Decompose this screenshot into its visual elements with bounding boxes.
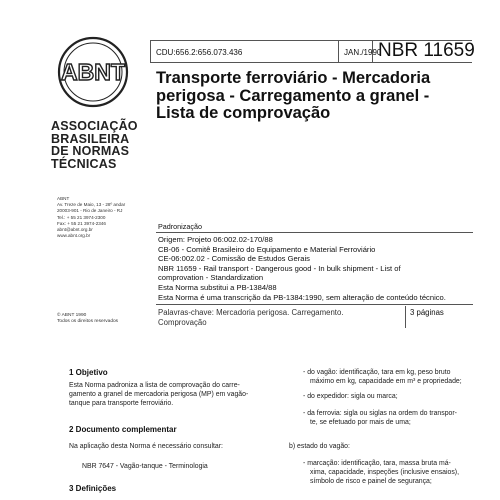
section-paragraph [69, 442, 223, 451]
paragraph-line: xima, capacidade, inspeções (inclusive ensaios), [310, 469, 459, 476]
address-line: Fax: + 55 21 3974-2346 [57, 220, 106, 226]
info-line: NBR 11659 - Rail transport - Dangerous good - In bulk shipment - List of [158, 263, 401, 273]
title-line: Lista de comprovação [156, 104, 331, 122]
logo-text: ABNT [61, 59, 125, 85]
paragraph-line: gamento a granel de mercadoria perigosa (MP) em vagão- [69, 391, 249, 398]
address-line: ABNT [57, 196, 70, 201]
organization-name [51, 120, 146, 170]
keywords-line: Comprovação [158, 318, 207, 327]
pages-divider [405, 306, 406, 328]
org-name-line: DE NORMAS [51, 144, 130, 158]
org-name-line: ASSOCIAÇÃO [51, 119, 138, 133]
paragraph-line: Na aplicação desta Norma é necessário consultar: [69, 443, 223, 450]
paragraph-line: máximo em kg, capacidade em m³ e propriedade; [310, 378, 462, 385]
paragraph-line: te, se efetuado por mais de uma; [310, 419, 411, 426]
address-line: 20003-901 - Rio de Janeiro - RJ [57, 208, 123, 214]
info-line: comprovation - Standardization [158, 273, 264, 283]
paragraph-line: - marcação: identificação, tara, massa bruta má- [303, 460, 451, 467]
section-label: Padronização [158, 222, 202, 231]
copyright-line: © ABNT 1990 [57, 313, 87, 318]
paragraph-line: - da ferrovia: sigla ou siglas na ordem do transpor- [303, 410, 457, 417]
org-name-line: TÉCNICAS [51, 156, 117, 171]
reference-item [82, 462, 208, 471]
document-title [156, 70, 472, 123]
page-count: 3 páginas [410, 308, 444, 317]
org-name-line: BRASILEIRA [51, 131, 130, 146]
section-heading: 2 Documento complementar [69, 425, 177, 434]
list-item [303, 409, 457, 427]
standard-info [158, 235, 473, 302]
paragraph-line: símbolo de risco e painel de segurança; [310, 478, 432, 485]
header-divider [338, 40, 339, 62]
copyright-line: Todos os direitos reservados [57, 319, 119, 325]
section-heading: 1 Objetivo [69, 368, 108, 377]
paragraph-line: NBR 7647 - Vagão-tanque - Terminologia [82, 463, 208, 470]
website-link[interactable]: www.abnt.org.br [57, 233, 91, 239]
info-bottom-rule [156, 304, 473, 305]
header-left-border [150, 40, 151, 62]
info-line: CB-06 - Comitê Brasileiro do Equipamento e Material Ferroviário [158, 244, 376, 254]
header-bottom-rule [150, 62, 472, 63]
standard-code: NBR 11659 [378, 40, 475, 61]
email-link[interactable]: abnt@abnt.org.br [57, 227, 93, 233]
title-line: perigosa - Carregamento a granel - [156, 86, 430, 105]
paragraph-line: b) estado do vagão: [289, 443, 350, 450]
organization-address [57, 196, 152, 239]
info-top-rule [156, 232, 473, 233]
list-item [303, 459, 459, 486]
paragraph-line: tanque para transporte ferroviário. [69, 400, 174, 407]
keywords [158, 308, 398, 328]
info-line: Esta Norma substitui a PB-1384/88 [158, 282, 277, 292]
list-item [289, 442, 350, 451]
section-paragraph [69, 381, 248, 408]
cdu-code: CDU:656.2:656.073.436 [156, 48, 243, 57]
copyright-notice [57, 313, 152, 325]
info-line: CE-06:002.02 - Comissão de Estudos Gerais [158, 254, 310, 264]
keywords-line: Palavras-chave: Mercadoria perigosa. Carregamento. [158, 308, 344, 317]
paragraph-line: Esta Norma padroniza a lista de comprovação do carre- [69, 382, 240, 389]
paragraph-line: - do vagão: identificação, tara em kg, peso bruto [303, 369, 451, 376]
abnt-logo [57, 36, 129, 108]
list-item [303, 392, 398, 401]
list-item [303, 368, 462, 386]
address-line: Av. Treze de Maio, 13 - 28º andar [57, 202, 126, 208]
paragraph-line: - do expedidor: sigla ou marca; [303, 393, 398, 400]
info-line: Esta Norma é uma transcrição da PB-1384:1990, sem alteração de conteúdo técnico. [158, 292, 446, 302]
publication-date: JAN./1990 [344, 48, 382, 57]
address-line: Tel.: + 55 21 3974-2300 [57, 214, 106, 220]
section-heading: 3 Definições [69, 484, 117, 493]
info-line: Origem: Projeto 06:002.02-170/88 [158, 235, 273, 244]
title-line: Transporte ferroviário - Mercadoria [156, 69, 431, 87]
